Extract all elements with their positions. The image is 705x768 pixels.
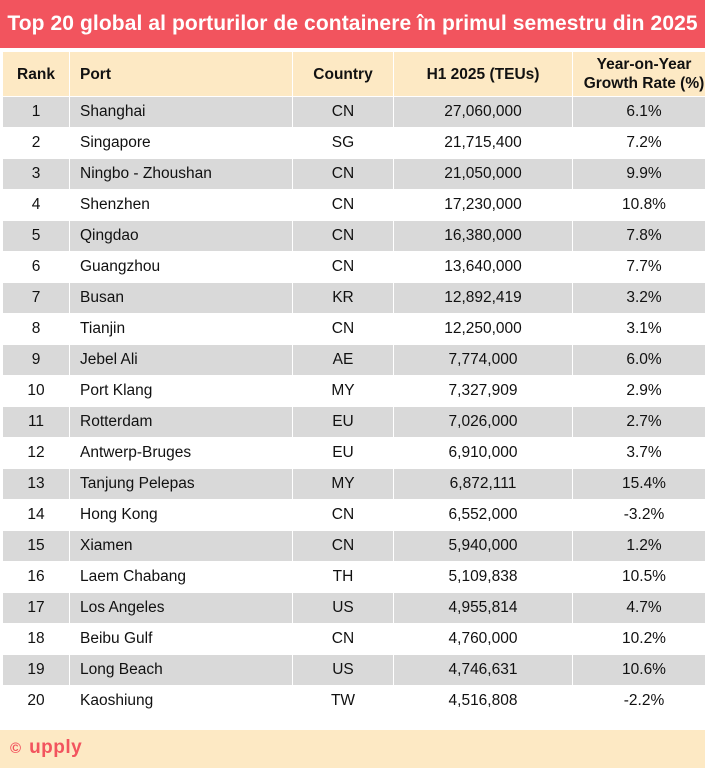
table-row bbox=[3, 531, 705, 562]
cell-rank: 3 bbox=[3, 159, 70, 190]
brand-name: upply bbox=[29, 737, 83, 758]
cell-growth: 10.5% bbox=[573, 562, 705, 593]
cell-country: CN bbox=[293, 314, 394, 345]
cell-rank: 18 bbox=[3, 624, 70, 655]
cell-growth: 1.2% bbox=[573, 531, 705, 562]
table-row bbox=[3, 97, 705, 128]
cell-country: CN bbox=[293, 97, 394, 128]
table-row bbox=[3, 438, 705, 469]
cell-teu: 21,715,400 bbox=[394, 128, 573, 159]
cell-country: TW bbox=[293, 686, 394, 717]
cell-teu: 4,760,000 bbox=[394, 624, 573, 655]
cell-country: MY bbox=[293, 469, 394, 500]
cell-rank: 9 bbox=[3, 345, 70, 376]
cell-port: Shenzhen bbox=[70, 190, 293, 221]
cell-country: SG bbox=[293, 128, 394, 159]
cell-teu: 7,774,000 bbox=[394, 345, 573, 376]
cell-teu: 4,516,808 bbox=[394, 686, 573, 717]
cell-growth: 15.4% bbox=[573, 469, 705, 500]
cell-port: Kaoshiung bbox=[70, 686, 293, 717]
cell-rank: 5 bbox=[3, 221, 70, 252]
cell-growth: 7.2% bbox=[573, 128, 705, 159]
cell-growth: 10.6% bbox=[573, 655, 705, 686]
cell-country: CN bbox=[293, 500, 394, 531]
cell-growth: 4.7% bbox=[573, 593, 705, 624]
cell-country: CN bbox=[293, 624, 394, 655]
cell-rank: 14 bbox=[3, 500, 70, 531]
cell-growth: 6.1% bbox=[573, 97, 705, 128]
table-row bbox=[3, 593, 705, 624]
ports-table bbox=[2, 51, 705, 717]
cell-country: CN bbox=[293, 531, 394, 562]
cell-port: Port Klang bbox=[70, 376, 293, 407]
cell-rank: 7 bbox=[3, 283, 70, 314]
page-title: Top 20 global al porturilor de containere în primul semestru din 2025 bbox=[0, 0, 705, 48]
cell-rank: 2 bbox=[3, 128, 70, 159]
cell-teu: 17,230,000 bbox=[394, 190, 573, 221]
cell-country: CN bbox=[293, 221, 394, 252]
cell-rank: 17 bbox=[3, 593, 70, 624]
cell-rank: 11 bbox=[3, 407, 70, 438]
table-row bbox=[3, 500, 705, 531]
cell-teu: 13,640,000 bbox=[394, 252, 573, 283]
cell-growth: 3.2% bbox=[573, 283, 705, 314]
cell-country: AE bbox=[293, 345, 394, 376]
cell-rank: 10 bbox=[3, 376, 70, 407]
cell-port: Guangzhou bbox=[70, 252, 293, 283]
cell-port: Jebel Ali bbox=[70, 345, 293, 376]
growth-header-line1: Year-on-Year bbox=[596, 56, 692, 73]
cell-country: US bbox=[293, 593, 394, 624]
cell-country: TH bbox=[293, 562, 394, 593]
table-row bbox=[3, 190, 705, 221]
growth-header-line2: Growth Rate (%) bbox=[583, 75, 705, 92]
table-row bbox=[3, 128, 705, 159]
cell-rank: 4 bbox=[3, 190, 70, 221]
column-header-teu: H1 2025 (TEUs) bbox=[394, 52, 573, 97]
cell-growth: 3.1% bbox=[573, 314, 705, 345]
cell-growth: 10.8% bbox=[573, 190, 705, 221]
table-row bbox=[3, 283, 705, 314]
table-row bbox=[3, 159, 705, 190]
cell-growth: 7.8% bbox=[573, 221, 705, 252]
cell-teu: 6,910,000 bbox=[394, 438, 573, 469]
cell-teu: 27,060,000 bbox=[394, 97, 573, 128]
cell-teu: 4,746,631 bbox=[394, 655, 573, 686]
cell-rank: 16 bbox=[3, 562, 70, 593]
cell-port: Antwerp-Bruges bbox=[70, 438, 293, 469]
cell-port: Qingdao bbox=[70, 221, 293, 252]
table-row bbox=[3, 345, 705, 376]
cell-growth: 9.9% bbox=[573, 159, 705, 190]
cell-country: KR bbox=[293, 283, 394, 314]
cell-port: Long Beach bbox=[70, 655, 293, 686]
footer-bar bbox=[0, 730, 705, 768]
cell-growth: 2.7% bbox=[573, 407, 705, 438]
cell-port: Laem Chabang bbox=[70, 562, 293, 593]
cell-country: US bbox=[293, 655, 394, 686]
cell-teu: 12,892,419 bbox=[394, 283, 573, 314]
cell-rank: 6 bbox=[3, 252, 70, 283]
cell-teu: 5,109,838 bbox=[394, 562, 573, 593]
table-row bbox=[3, 562, 705, 593]
table-row bbox=[3, 314, 705, 345]
table-row bbox=[3, 376, 705, 407]
cell-port: Hong Kong bbox=[70, 500, 293, 531]
cell-teu: 12,250,000 bbox=[394, 314, 573, 345]
cell-port: Ningbo - Zhoushan bbox=[70, 159, 293, 190]
cell-rank: 20 bbox=[3, 686, 70, 717]
table-row bbox=[3, 655, 705, 686]
cell-growth: 6.0% bbox=[573, 345, 705, 376]
cell-growth: -3.2% bbox=[573, 500, 705, 531]
cell-port: Singapore bbox=[70, 128, 293, 159]
cell-country: EU bbox=[293, 407, 394, 438]
cell-growth: -2.2% bbox=[573, 686, 705, 717]
copyright-icon: © bbox=[10, 739, 22, 757]
column-header-rank: Rank bbox=[3, 52, 70, 97]
upply-logo bbox=[10, 737, 82, 759]
cell-growth: 3.7% bbox=[573, 438, 705, 469]
cell-growth: 7.7% bbox=[573, 252, 705, 283]
cell-teu: 6,552,000 bbox=[394, 500, 573, 531]
table-row bbox=[3, 469, 705, 500]
cell-rank: 8 bbox=[3, 314, 70, 345]
cell-rank: 19 bbox=[3, 655, 70, 686]
column-header-country: Country bbox=[293, 52, 394, 97]
cell-teu: 4,955,814 bbox=[394, 593, 573, 624]
cell-country: EU bbox=[293, 438, 394, 469]
table-row bbox=[3, 221, 705, 252]
column-header-growth bbox=[573, 52, 705, 97]
cell-country: CN bbox=[293, 159, 394, 190]
cell-teu: 5,940,000 bbox=[394, 531, 573, 562]
cell-teu: 21,050,000 bbox=[394, 159, 573, 190]
table-row bbox=[3, 407, 705, 438]
cell-port: Rotterdam bbox=[70, 407, 293, 438]
cell-port: Los Angeles bbox=[70, 593, 293, 624]
cell-teu: 6,872,111 bbox=[394, 469, 573, 500]
column-header-port: Port bbox=[70, 52, 293, 97]
table-row bbox=[3, 252, 705, 283]
cell-port: Beibu Gulf bbox=[70, 624, 293, 655]
cell-growth: 10.2% bbox=[573, 624, 705, 655]
cell-country: CN bbox=[293, 252, 394, 283]
cell-country: MY bbox=[293, 376, 394, 407]
cell-port: Tianjin bbox=[70, 314, 293, 345]
cell-teu: 7,327,909 bbox=[394, 376, 573, 407]
cell-rank: 12 bbox=[3, 438, 70, 469]
table-row bbox=[3, 686, 705, 717]
cell-teu: 16,380,000 bbox=[394, 221, 573, 252]
cell-country: CN bbox=[293, 190, 394, 221]
cell-growth: 2.9% bbox=[573, 376, 705, 407]
cell-port: Tanjung Pelepas bbox=[70, 469, 293, 500]
cell-rank: 13 bbox=[3, 469, 70, 500]
table-row bbox=[3, 624, 705, 655]
cell-rank: 15 bbox=[3, 531, 70, 562]
cell-port: Shanghai bbox=[70, 97, 293, 128]
cell-rank: 1 bbox=[3, 97, 70, 128]
cell-teu: 7,026,000 bbox=[394, 407, 573, 438]
table-header-row bbox=[3, 52, 705, 97]
cell-port: Busan bbox=[70, 283, 293, 314]
cell-port: Xiamen bbox=[70, 531, 293, 562]
